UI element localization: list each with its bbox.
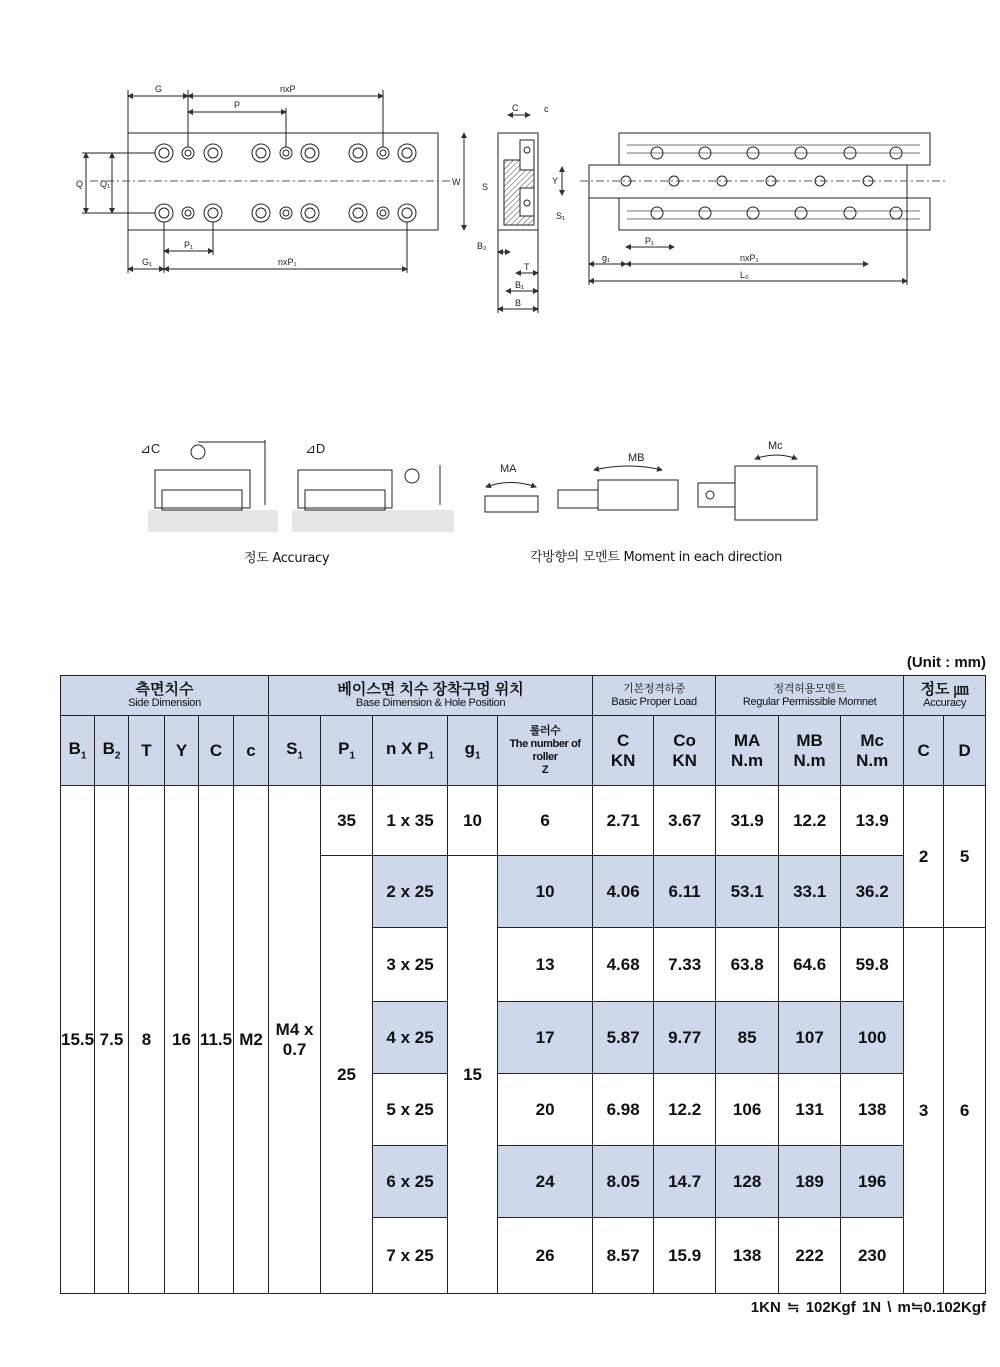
cell-roller-count: 6 [498, 786, 593, 856]
col-nxp1: n X $P_1$ [373, 716, 448, 786]
dim-label-b1: B₁ [515, 280, 525, 290]
technical-drawing [0, 0, 1000, 640]
col-y: Y [165, 716, 199, 786]
accuracy-d-label: ⊿D [305, 441, 326, 456]
cell-s1: M4 x 0.7 [269, 786, 321, 1294]
cell-nxp1: 7 x 25 [373, 1218, 448, 1294]
cell-ma: 85 [716, 1002, 779, 1074]
cell-ma: 53.1 [716, 856, 779, 928]
dim-label-c-upper: C [512, 103, 519, 113]
group-side-header [61, 676, 269, 716]
col-roller-count: 롤러수 The number of roller Z [498, 716, 593, 786]
cell-g1-rest: 15 [448, 856, 498, 1294]
group-base-en: Base Dimension & Hole Position [355, 697, 506, 709]
cell-mc: 13.9 [841, 786, 904, 856]
cell-b1: 15.5 [61, 786, 95, 1294]
conversion-footer: 1KN ≒ 102Kgf 1N \ m≒0.102Kgf [750, 1299, 986, 1316]
cell-accuracy-d-first: 5 [944, 786, 986, 928]
dim-label-c-lower: c [544, 104, 549, 114]
group-accuracy-ko: 정도 ㎛ [920, 681, 969, 698]
group-accuracy-en: Accuracy [923, 697, 967, 709]
cell-mc: 196 [841, 1146, 904, 1218]
top-view-holes [155, 144, 416, 222]
cell-c-kn: 8.57 [593, 1218, 654, 1294]
cell-co-kn: 12.2 [654, 1074, 716, 1146]
cell-co-kn: 9.77 [654, 1002, 716, 1074]
cell-roller-count: 26 [498, 1218, 593, 1294]
cell-nxp1: 6 x 25 [373, 1146, 448, 1218]
table-row [61, 786, 986, 856]
col-mc: Mc N.m [841, 716, 904, 786]
dim-label-side-p1: P₁ [645, 236, 655, 246]
cell-mc: 230 [841, 1218, 904, 1294]
group-load-en: Basic Proper Load [611, 695, 697, 708]
col-c-kn: C KN [593, 716, 654, 786]
cell-c-kn: 5.87 [593, 1002, 654, 1074]
cell-mc: 36.2 [841, 856, 904, 928]
cell-nxp1: 2 x 25 [373, 856, 448, 928]
cell-y: 16 [165, 786, 199, 1294]
dim-label-side-g1: g₁ [602, 253, 611, 263]
dim-label-p1: P₁ [184, 240, 194, 250]
col-accuracy-d: D [944, 716, 986, 786]
col-ma: MA N.m [716, 716, 779, 786]
col-g1: $g_1$ [448, 716, 498, 786]
group-base-ko: 베이스면 치수 장착구멍 위치 [337, 681, 524, 698]
dim-label-y: Y [552, 176, 559, 186]
dim-label-q1: Q₁ [100, 179, 111, 189]
col-b2: $B_2$ [95, 716, 129, 786]
group-load-ko: 기본정격하중 [623, 682, 686, 695]
dim-label-side-nxp1: nxP₁ [740, 253, 759, 263]
col-t: T [129, 716, 165, 786]
moment-caption: 각방향의 모멘트 Moment in each direction [530, 550, 783, 565]
cell-c: 11.5 [199, 786, 234, 1294]
cell-roller-count: 10 [498, 856, 593, 928]
cell-nxp1: 4 x 25 [373, 1002, 448, 1074]
side-view [580, 133, 945, 285]
dim-label-nxp: nxP [280, 84, 296, 94]
cell-nxp1: 3 x 25 [373, 928, 448, 1002]
dim-label-b: B [515, 298, 522, 308]
cell-mb: 33.1 [779, 856, 841, 928]
cell-mb: 64.6 [779, 928, 841, 1002]
accuracy-c-label: ⊿C [140, 441, 161, 456]
dim-label-s1: S₁ [556, 211, 566, 221]
col-accuracy-c: C [904, 716, 944, 786]
cell-ma: 128 [716, 1146, 779, 1218]
dim-label-l0: L₀ [740, 270, 749, 280]
cell-p1-first: 35 [321, 786, 373, 856]
cell-mc: 59.8 [841, 928, 904, 1002]
cell-co-kn: 3.67 [654, 786, 716, 856]
cell-c-kn: 6.98 [593, 1074, 654, 1146]
col-c-thread: c [234, 716, 269, 786]
group-moment-header [716, 676, 904, 716]
cell-c-thread: M2 [234, 786, 269, 1294]
accuracy-caption: 정도 Accuracy [244, 551, 330, 566]
cell-co-kn: 7.33 [654, 928, 716, 1002]
group-load-header [593, 676, 716, 716]
col-b1: $B_1$ [61, 716, 95, 786]
cell-mc: 100 [841, 1002, 904, 1074]
cell-accuracy-d-rest: 6 [944, 928, 986, 1294]
cell-c-kn: 8.05 [593, 1146, 654, 1218]
dim-label-w: W [452, 177, 461, 187]
cell-c-kn: 2.71 [593, 786, 654, 856]
cell-mb: 189 [779, 1146, 841, 1218]
cell-accuracy-c-rest: 3 [904, 928, 944, 1294]
moment-mb-label: MB [628, 452, 645, 464]
cell-accuracy-c-first: 2 [904, 786, 944, 928]
cell-ma: 138 [716, 1218, 779, 1294]
cell-mb: 131 [779, 1074, 841, 1146]
accuracy-figure-c [148, 440, 278, 532]
dim-label-g1: G₁ [142, 257, 153, 267]
cell-mc: 138 [841, 1074, 904, 1146]
cell-g1-first: 10 [448, 786, 498, 856]
cell-nxp1: 5 x 25 [373, 1074, 448, 1146]
cell-nxp1: 1 x 35 [373, 786, 448, 856]
dim-label-b2: B₂ [477, 241, 487, 251]
cell-c-kn: 4.68 [593, 928, 654, 1002]
cell-roller-count: 20 [498, 1074, 593, 1146]
moment-ma-label: MA [500, 463, 517, 475]
group-base-header [269, 676, 593, 716]
group-accuracy-header [904, 676, 986, 716]
group-moment-ko: 정격허용모멘트 [773, 682, 846, 695]
cell-mb: 222 [779, 1218, 841, 1294]
cell-mb: 107 [779, 1002, 841, 1074]
cell-roller-count: 24 [498, 1146, 593, 1218]
spec-table [60, 675, 986, 1294]
moment-figures [485, 455, 817, 520]
col-s1: $S_1$ [269, 716, 321, 786]
col-co-kn: Co KN [654, 716, 716, 786]
dim-label-t: T [524, 262, 530, 272]
cell-roller-count: 13 [498, 928, 593, 1002]
cell-co-kn: 6.11 [654, 856, 716, 928]
cell-co-kn: 15.9 [654, 1218, 716, 1294]
cell-roller-count: 17 [498, 1002, 593, 1074]
cell-co-kn: 14.7 [654, 1146, 716, 1218]
dim-label-q: Q [76, 179, 84, 189]
cell-mb: 12.2 [779, 786, 841, 856]
dim-label-g: G [155, 84, 163, 94]
cell-ma: 106 [716, 1074, 779, 1146]
dim-label-nxp1: nxP₁ [278, 257, 297, 267]
group-moment-en: Regular Permissible Momnet [742, 695, 877, 708]
col-p1: $P_1$ [321, 716, 373, 786]
cell-ma: 63.8 [716, 928, 779, 1002]
group-side-en: Side Dimension [128, 697, 201, 709]
section-view [464, 115, 562, 313]
unit-label: (Unit : mm) [906, 654, 986, 671]
moment-mc-label: Mc [768, 440, 783, 452]
cell-ma: 31.9 [716, 786, 779, 856]
cell-b2: 7.5 [95, 786, 129, 1294]
dim-label-s: S [482, 182, 489, 192]
dim-label-p: P [234, 100, 241, 110]
accuracy-figure-d [292, 465, 454, 532]
group-side-ko: 측면치수 [135, 681, 194, 698]
cell-p1-rest: 25 [321, 856, 373, 1294]
col-c: C [199, 716, 234, 786]
cell-c-kn: 4.06 [593, 856, 654, 928]
col-mb: MB N.m [779, 716, 841, 786]
cell-t: 8 [129, 786, 165, 1294]
